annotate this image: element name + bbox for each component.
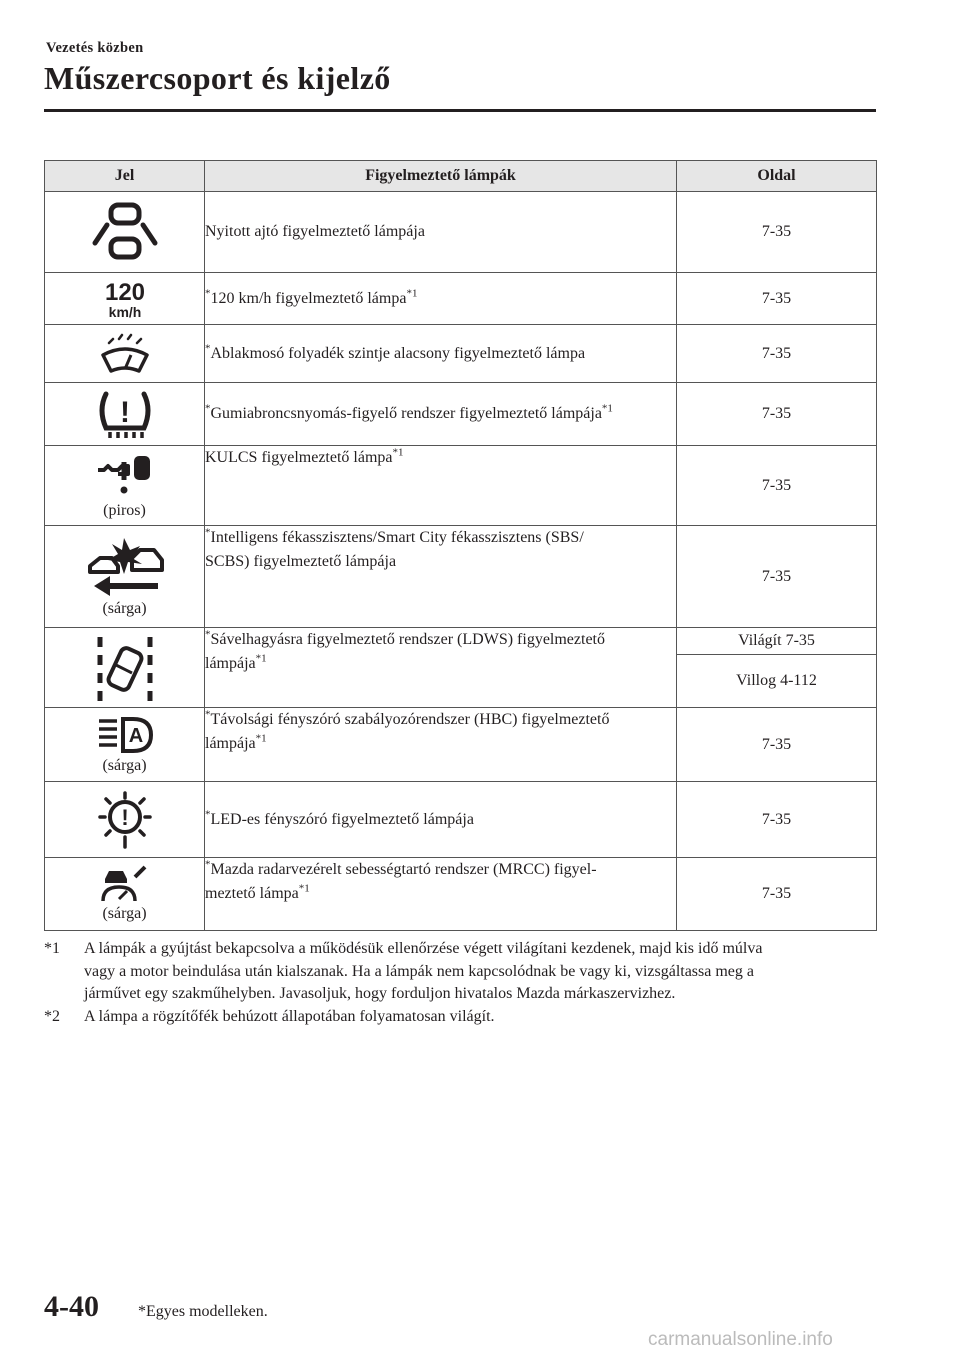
footnote-ref: *1 — [255, 652, 267, 665]
lamp-description-cell — [205, 383, 677, 446]
lamp-description-cell — [205, 273, 677, 325]
footnote-line: vagy a motor beindulása után kialszanak. Ha a lámpák nem kapcsolódnak be vagy ki, vizsgáltassa meg a — [84, 962, 755, 980]
footnote-ref: *1 — [601, 402, 613, 415]
icon-cell — [45, 628, 205, 708]
lamp-description-line-2: lámpája — [205, 655, 256, 672]
footnote — [44, 938, 876, 1006]
page-reference: 7-35 — [677, 325, 877, 383]
watermark: carmanualsonline.info — [648, 1329, 833, 1350]
table-row — [45, 858, 877, 931]
page-reference-blink: Villog 4-112 — [736, 672, 817, 689]
table-row — [45, 526, 877, 628]
icon-cell — [45, 708, 205, 782]
led-headlight-exclamation: ! — [120, 804, 129, 830]
washer-fluid-icon — [45, 333, 204, 375]
lane-departure-icon — [45, 633, 204, 703]
lamp-description-line-1: Mazda radarvezérelt sebességtartó rendszer (MRCC) figyel- — [210, 861, 597, 878]
lamp-description-cell — [205, 325, 677, 383]
page-reference: 7-35 — [677, 526, 877, 628]
model-star: * — [205, 287, 211, 300]
speed-120-unit: km/h — [108, 303, 141, 320]
speed-120-number: 120 — [104, 278, 145, 306]
lamp-description-line-1: Sávelhagyásra figyelmeztető rendszer (LDWS) figyelmeztető — [210, 631, 605, 648]
lamp-description: KULCS figyelmeztető lámpa — [205, 449, 393, 466]
key-warning-icon — [45, 452, 204, 500]
table-row — [45, 273, 877, 325]
footnote-mark: *1 — [44, 940, 60, 957]
page-reference: 7-35 — [677, 273, 877, 325]
lamp-description-cell — [205, 446, 677, 526]
footnote-line: A lámpa a rögzítőfék behúzott állapotában folyamatosan világít. — [84, 1007, 495, 1025]
lamp-color-note: (piros) — [103, 501, 146, 519]
lamp-description-cell — [205, 708, 677, 782]
footnote-ref: *1 — [406, 287, 418, 300]
page-reference: 7-35 — [677, 446, 877, 526]
model-star: * — [205, 628, 211, 641]
page-reference: 7-35 — [677, 858, 877, 931]
footnotes — [44, 938, 876, 1028]
model-star: * — [205, 402, 211, 415]
model-star: * — [205, 858, 211, 871]
model-availability-note: *Egyes modelleken. — [138, 1303, 268, 1320]
footnote-mark: *2 — [44, 1007, 60, 1025]
radar-cruise-icon — [45, 865, 204, 903]
lamp-color-note: (sárga) — [102, 905, 147, 922]
icon-cell — [45, 383, 205, 446]
icon-cell — [45, 325, 205, 383]
footnote-ref: *1 — [298, 882, 310, 895]
column-header-page: Oldal — [677, 161, 877, 192]
door-ajar-icon — [45, 199, 204, 265]
tire-pressure-exclamation: ! — [119, 396, 130, 429]
icon-cell — [45, 273, 205, 325]
title-rule — [44, 109, 876, 112]
icon-cell — [45, 192, 205, 273]
lamp-description: Nyitott ajtó figyelmeztető lámpája — [205, 192, 677, 273]
page-reference: 7-35 — [677, 383, 877, 446]
icon-cell — [45, 858, 205, 931]
brake-assist-icon — [45, 536, 204, 598]
footnote-ref: *1 — [255, 732, 267, 745]
high-beam-auto-letter: A — [128, 724, 143, 747]
page-reference-on: Világít 7-35 — [677, 628, 876, 655]
lamp-description-line-2: meztető lámpa — [205, 885, 299, 902]
page-reference: 7-35 — [677, 192, 877, 273]
icon-cell — [45, 446, 205, 526]
led-headlight-icon — [45, 791, 204, 849]
page-title: Műszercsoport és kijelző — [44, 60, 391, 96]
footnote-ref: *1 — [392, 446, 404, 459]
icon-cell — [45, 526, 205, 628]
section-label: Vezetés közben — [46, 40, 144, 56]
model-star: * — [205, 342, 211, 355]
lamp-description: 120 km/h figyelmeztető lámpa — [210, 289, 407, 307]
page-reference-split-cell — [677, 628, 877, 708]
icon-cell — [45, 782, 205, 858]
table-row — [45, 325, 877, 383]
model-star: * — [205, 526, 211, 539]
page-reference: 7-35 — [677, 782, 877, 858]
high-beam-control-icon — [45, 715, 204, 755]
model-star: * — [205, 808, 211, 821]
lamp-description-cell — [205, 628, 677, 708]
table-row — [45, 628, 877, 708]
table-header-row — [45, 161, 877, 192]
table-row — [45, 383, 877, 446]
footnote-line: járművet egy szakműhelyben. Javasoljuk, hogy forduljon hivatalos Mazda márkaszervizhez. — [84, 985, 676, 1002]
lamp-description-line-1: Távolsági fényszóró szabályozórendszer (HBC) figyelmeztető — [210, 711, 610, 728]
model-star: * — [205, 708, 211, 721]
lamp-color-note: (sárga) — [102, 756, 147, 774]
speed-120-icon — [45, 278, 204, 320]
table-row — [45, 708, 877, 782]
lamp-description-line-2: lámpája — [205, 735, 256, 752]
lamp-description-cell — [205, 526, 677, 628]
lamp-description-line-2: SCBS) figyelmeztető lámpája — [205, 553, 397, 570]
lamp-description: Ablakmosó folyadék szintje alacsony figyelmeztető lámpa — [210, 344, 586, 362]
lamp-color-note: (sárga) — [102, 599, 147, 617]
lamp-description: LED-es fényszóró figyelmeztető lámpája — [210, 810, 474, 828]
table-row — [45, 446, 877, 526]
tire-pressure-icon — [45, 386, 204, 442]
page-number: 4-40 — [44, 1290, 99, 1323]
table-row — [45, 782, 877, 858]
column-header-lamps: Figyelmeztető lámpák — [205, 161, 677, 192]
lamp-description-line-1: Intelligens fékasszisztens/Smart City fékasszisztens (SBS/ — [210, 529, 584, 546]
warning-lamps-table — [44, 160, 877, 931]
lamp-description-cell — [205, 858, 677, 931]
footnote-line: A lámpák a gyújtást bekapcsolva a működésük ellenőrzése végett világítani kezdenek, majd kis idő múlva — [84, 940, 763, 957]
table-row — [45, 192, 877, 273]
page-reference: 7-35 — [677, 708, 877, 782]
footnote — [44, 1006, 876, 1029]
lamp-description: Gumiabroncsnyomás-figyelő rendszer figyelmeztető lámpája — [210, 405, 602, 422]
column-header-symbol: Jel — [45, 161, 205, 192]
lamp-description-cell — [205, 782, 677, 858]
